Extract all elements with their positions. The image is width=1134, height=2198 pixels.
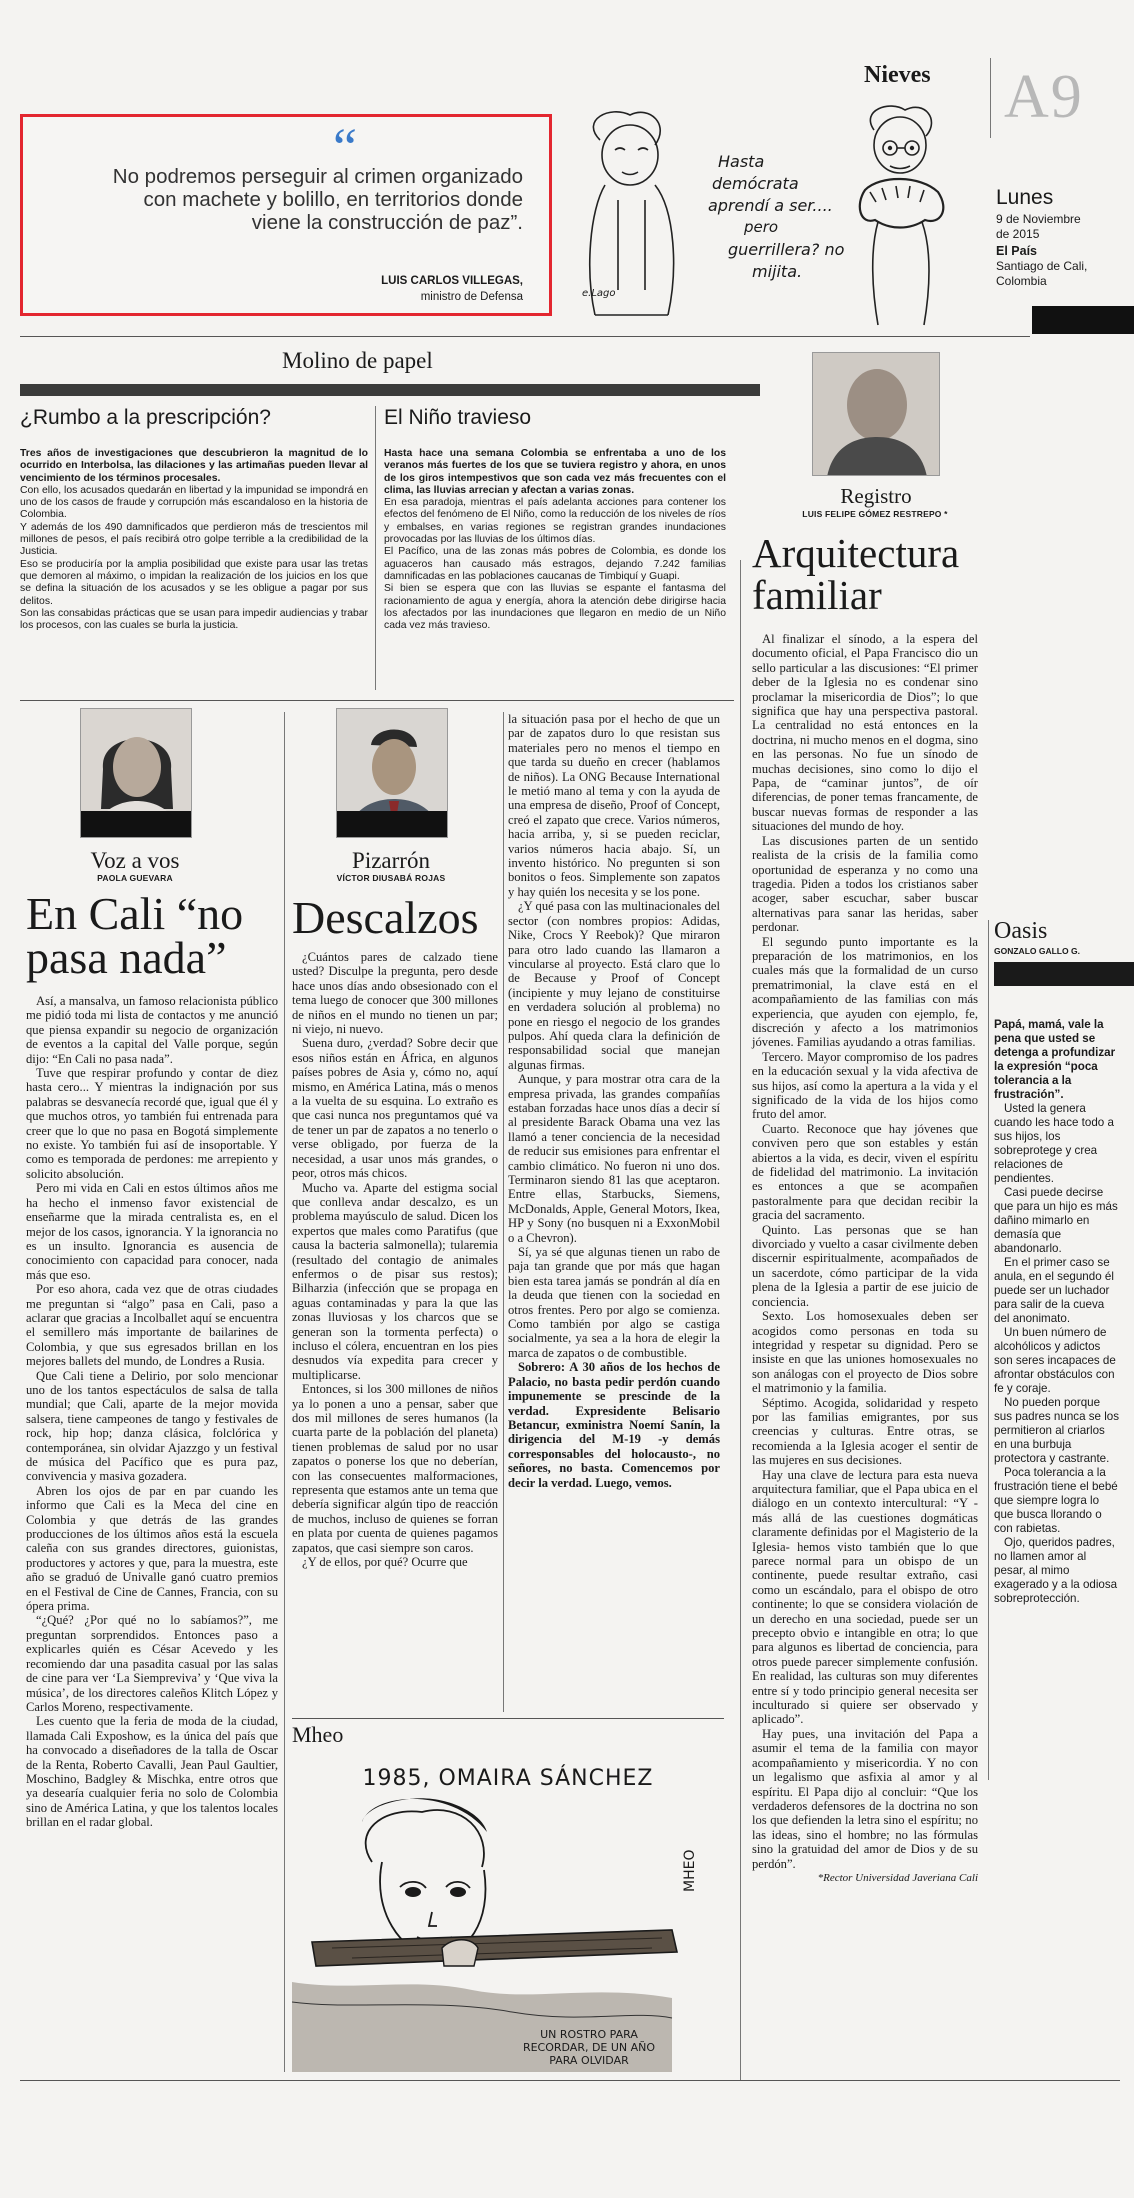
molino-left-p1: Con ello, los acusados quedarán en libertad y la impunidad se impondrá en uno de los casos de fraude y corrupción más escandaloso en la historia de Colombia. (20, 484, 368, 521)
pizarron-paragraph: Sí, ya sé que algunas tienen un rabo de paja tan grande que por más que hagan bien esta tarea jamás se pondrán al día en la deuda que tienen con la sociedad en otros frentes. Pero por algo se comienza. Como también por algo se castiga socialmente, ya sea a la hora de elegir la marca de zapatos o de combustible. (508, 1245, 720, 1360)
oasis-paragraph: No pueden porque sus padres nunca se los permitieron al criarlos en una burbuja protectora y castrante. (994, 1396, 1120, 1465)
cartoon-speech-6: mijita. (752, 262, 803, 281)
molino-right-lead: Hasta hace una semana Colombia se enfrentaba a uno de los veranos más fuertes de los que se tuviera registro y ahora, en unos de los giros intempestivos que son cada vez más frecuentes con el clima, las lluvias arrecian y afectan a varias zonas. (384, 448, 726, 496)
registro-byline: LUIS FELIPE GÓMEZ RESTREPO * (802, 509, 948, 519)
cartoon-speech-5: guerrillera? no (728, 240, 845, 259)
quote-author: LUIS CARLOS VILLEGAS, (381, 275, 523, 287)
registro-paragraph: El segundo punto importante es la preparación de los matrimonios, en los cuales más que la formalidad de un curso prematrimonial, la clave está en el acompañamiento de las familias con más experiencia, que ayuden con ejemplo, fe, discreción y afecto a los matrimonios jóvenes. Familias ayudando a otras familias. (752, 934, 978, 1050)
oasis-band (994, 962, 1134, 986)
voz-paragraph: Que Cali tiene a Delirio, por solo mencionar uno de los tantos espectáculos de salsa de talla mundial; que Cali, aparte de la mejor movida salsera, tiene campeones de tango y festivales de rock, hip hop; danza clásica, folclórica y contemporánea, sin olvidar Ajazzgo y un festival de música del Pacífico que es pura paz, convivencia y masiva gozadera. (26, 1368, 278, 1484)
mheo-caption: UN ROSTRO PARA RECORDAR, DE UN AÑO PARA OLVIDAR (522, 2028, 656, 2067)
cartoon-speech-2: demócrata (712, 174, 799, 193)
pizarron-body-b (508, 712, 720, 1490)
registro-body (752, 632, 978, 1885)
voz-author-photo (80, 708, 192, 838)
top-cartoon (560, 100, 960, 330)
registro-paragraph: Sexto. Los homosexuales deben ser acogidos como personas en toda su integridad y respetar su dignidad. Pero se insiste en que las uniones homosexuales no son análogas con el proyecto de Dios sobre el matrimonio y la familia. (752, 1309, 978, 1396)
quote-mark: “ (333, 117, 357, 177)
color-bar (1032, 306, 1134, 334)
voz-body (26, 994, 278, 1830)
molino-left-p4: Son las consabidas prácticas que se usan para impedir audiencias y trabar los procesos, con las cuales se burla la justicia. (20, 607, 368, 632)
quote-author-role: ministro de Defensa (420, 291, 523, 303)
pizarron-column-name: Pizarrón (352, 848, 430, 873)
registro-title: Arquitectura familiar (752, 530, 960, 618)
molino-left-lead: Tres años de investigaciones que descubrieron la magnitud de lo ocurrido en Interbolsa, las dilaciones y las artimañas pueden llevar al vencimiento de los términos procesales. (20, 448, 368, 484)
pizarron-paragraph: la situación pasa por el hecho de que un par de zapatos duro lo que resistan sus materiales pero no menos el tiempo en que tarda su dueño en crecer (hablamos de niños). La ONG Because International le metió mano al tema y con la ayuda de una empresa de diseño, Proof of Concept, creó el zapato que crece. Varios números, hacia arriba, y, si se pueden reciclar, varios números hacia abajo. Sí, un invento histórico. No pregunten si son bonitos o feos. Simplemente son zapatos y hay quién los necesita y se los pone. (508, 712, 720, 899)
molino-right-p1: En esa paradoja, mientras el país adelanta acciones para contener los efectos del fenómeno de El Niño, como la reducción de los niveles de ríos y embalses, en varias regiones se registran grandes inundaciones provocadas por las lluvias de los últimos días. (384, 497, 726, 546)
oasis-lead: Papá, mamá, vale la pena que usted se detenga a profundizar la expresión “poca tolerancia a la frustración”. (994, 1018, 1116, 1101)
registro-author-photo (812, 352, 940, 476)
oasis-paragraph: En el primer caso se anula, en el segundo él puede ser un luchador para salir de la cueva del anonimato. (994, 1256, 1114, 1325)
newspaper-name: El País (996, 244, 1037, 258)
mheo-cartoon-title: 1985, OMAIRA SÁNCHEZ (362, 1766, 654, 1791)
molino-title: Molino de papel (282, 348, 433, 373)
registro-paragraph: Hay pues, una invitación del Papa a asumir el tema de la familia con mayor acompañamiento y misericordia. Y no con un legalismo que asfixia al amor y al espíritu. El Papa dijo al concluir: “Que los verdaderos defensores de la doctrina no son los que defienden la letra sino el espíritu; no las ideas, sino el hombre; no las fórmulas sino la gratuidad del amor de Dios y de su perdón”. (752, 1726, 978, 1871)
page-number: A9 (1004, 63, 1084, 131)
voz-column-name: Voz a vos (90, 848, 180, 873)
oasis-body (994, 1018, 1120, 1606)
pizarron-author-photo (336, 708, 448, 838)
voz-paragraph: Así, a mansalva, un famoso relacionista público me pidió toda mi lista de contactos y me anunció que piensa expandir su negocio de organización de eventos a la capital del Valle porque, según dijo: “En Cali no pasa nada”. (26, 994, 278, 1066)
pizarron-paragraph: Entonces, si los 300 millones de niños ya lo ponen a uno a pensar, saber que dos mil millones de seres humanos (la cuarta parte de la población del planeta) tienen problemas de salud por no usar zapatos o ponerse los que no deberían, con las consecuentes malformaciones, representa que estamos ante un tema que debería significar algún tipo de reacción de muchos, incluso de quienes se forran en plata por cuenta de quienes pagamos zapatos, que casi siempre son caros. (292, 1382, 498, 1555)
mheo-cartoon (292, 1752, 724, 2072)
cartoon-drawing (560, 100, 960, 330)
quote-box (20, 114, 552, 316)
pizarron-body-a (292, 950, 498, 1569)
registro-column-name: Registro (840, 484, 912, 508)
molino-band (20, 384, 760, 396)
edition-date: 9 de Noviembre de 2015 (996, 212, 1081, 241)
mheo-signature: MHEO (682, 1849, 698, 1892)
registro-paragraph: Hay una clave de lectura para esta nueva arquitectura familiar, que el Papa ubica en el diálogo en un contexto intercultural: “Y -más allá de las cuestiones dogmáticas claramente definidas por el Magisterio de la Iglesia- hemos visto también que lo que parece normal para un obispo de un continente, puede resultar extraño, casi como un escándalo, para el obispo de otro continente; lo que se considera violación de un derecho en una sociedad, puede ser un precepto obvio e intangible en otra; lo que para algunos es libertad de conciencia, para otros puede parecer simplemente confusión. En realidad, las culturas son muy diferentes entre sí y todo principio general necesita ser inculturado si quiere ser observado y aplicado”. (752, 1467, 978, 1727)
oasis-paragraph: Poca tolerancia a la frustración tiene el bebé que siempre logra lo que busca llorando o con rabietas. (994, 1466, 1118, 1535)
oasis-paragraph: Un buen número de alcohólicos y adictos son seres incapaces de afrontar obstáculos con fe y coraje. (994, 1326, 1116, 1395)
registro-paragraph: Las discusiones parten de un sentido realista de la crisis de la familia como oportunidad de esperanza y no como una tragedia. Piden a todos los cristianos saber acoger, saber escuchar, saber buscar alternativas para sanar las heridas, saber perdonar. (752, 833, 978, 935)
voz-byline: PAOLA GUEVARA (97, 873, 173, 883)
molino-left-p3: Eso se produciría por la amplia posibilidad que existe para usar las tretas que demoren al máximo, o impidan la realización de los juicios en los que se defina la situación de los acusados y se les obligue a pagar por sus delitos. (20, 558, 368, 607)
pizarron-paragraph: Mucho va. Aparte del estigma social que conlleva andar descalzo, es un problema mayúsculo de salud. Dicen los expertos que males como Paratifus (que causa la bacteria salmonella); tularemia (resultado del contagio de animales enfermos o de pisar sus restos); Bilharzia (infección que se propaga en aguas contaminadas y para la que las zonas lluviosas y los charcos que se generan son la tormenta perfecta) o incluso el cólera, encuentran en los pies desnudos vía expedita para crecer y multiplicarse. (292, 1180, 498, 1382)
mheo-drawing (292, 1752, 724, 2072)
molino-right-body (384, 448, 726, 632)
molino-left-p2: Y además de los 490 damnificados que perdieron más de trescientos mil millones de pesos, el país recibirá otro golpe terrible a la credibilidad de la Justicia. (20, 521, 368, 558)
edition-day: Lunes (996, 186, 1054, 209)
registro-paragraph: Cuarto. Reconoce que hay jóvenes que conviven pero que son estables y están abiertos a la vida, es decir, viven el espíritu de fidelidad del matrimonio. La invitación es entonces a que se acompañen pastoralmente para que decidan recibir la gracia del sacramento. (752, 1121, 978, 1223)
voz-paragraph: Por eso ahora, cada vez que de otras ciudades me preguntan si “algo” pasa en Cali, paso a aclarar que gracias a Incolballet aquí se encuentra el semillero más importante de bailarines de Colombia, y que sus egresados brillan en los mejores ballets del mundo, de Londres a Rusia. (26, 1282, 278, 1369)
oasis-paragraph: Ojo, queridos padres, no llamen amor al pesar, al mimo exagerado y a la odiosa sobreprotección. (994, 1536, 1118, 1605)
molino-right-p2: El Pacífico, una de las zonas más pobres de Colombia, es donde los aguaceros han causado más estragos, dejando 7.242 familias damnificadas en las poblaciones caucanas de Timbiquí y Guapi. (384, 546, 726, 582)
registro-paragraph: Quinto. Las personas que se han divorciado y vuelto a casar civilmente deben discernir espiritualmente, acompañados de un sacerdote, cómo participar de la vida plena de la Iglesia a partir de ese juicio de conciencia. (752, 1222, 978, 1309)
mheo-label: Mheo (292, 1722, 344, 1747)
voz-paragraph: “¿Qué? ¿Por qué no lo sabíamos?”, me preguntan sorprendidos. Entonces paso a explicarles quién es César Acevedo y les recomiendo dar una pasadita casual por las salas de cine para ver ‘La Siempreviva’ y ‘Que viva la música’, de los directores caleños Klitch López y Carlos Moreno, respectivamente. (26, 1613, 278, 1714)
voz-paragraph: Les cuento que la feria de moda de la ciudad, llamada Cali Exposhow, es la única del país que ha convocado a diseñadores de la talla de Oscar de la Renta, Roberto Cavalli, Jean Paul Gaultier, Moschino, Badgley & Mischka, entre otros que ya desearía cualquier feria no solo de Colombia sino de América Latina, y que los talentos locales brillan en el radar global. (26, 1714, 278, 1830)
pizarron-title: Descalzos (292, 892, 479, 943)
voz-title: En Cali “no pasa nada” (26, 888, 244, 983)
voz-paragraph: Pero mi vida en Cali en estos últimos años me ha hecho el inmenso favor existencial de enseñarme que la mirada centralista es, en el mejor de los casos, ignorancia. Y la ignorancia no es un insulto. Ignorancia es ausencia de conocimiento con capacidad para conocer, nada más que eso. (26, 1181, 278, 1282)
registro-paragraph: Tercero. Mayor compromiso de los padres en la educación sexual y la vida afectiva de sus hijos, así como la apertura a la vida y el significado de la vida de los hijos como fruto del amor. (752, 1049, 978, 1122)
oasis-paragraph: Usted la genera cuando les hace todo a sus hijos, los sobreprotege y crea relaciones de pendientes. (994, 1102, 1114, 1185)
pizarron-closing-note: Sobrero: A 30 años de los hechos de Palacio, no basta pedir perdón cuando impunemente se prescinde de la verdad. Expresidente Belisario Betancur, exministra Noemí Sanín, la dirigencia del M-19 -y demás corresponsables del holocausto-, no señores, no basta. Comencemos por decir la verdad. Luego, vemos. (508, 1360, 720, 1490)
registro-paragraph: Séptimo. Acogida, solidaridad y respeto por las familias emigrantes, por sus creencias y culturas. Entre otras, se recomienda a la Iglesia acoger el sentir de las mujeres en sus decisiones. (752, 1395, 978, 1468)
pizarron-paragraph: Aunque, y para mostrar otra cara de la empresa privada, las grandes compañías estaban forzadas hace unos días a decir sí al presidente Barack Obama una vez las llamó a tener conciencia de la necesidad de reducir sus emisiones para enfrentar el cambio climático. No fueron ni uno dos. Terminaron siendo 81 las que aceptaron. Entre ellas, Starbucks, Siemens, McDonalds, Apple, General Motors, Ikea, HP y Sony (no busquen ni a ExxonMobil o a Chevron). (508, 1072, 720, 1245)
oasis-byline: GONZALO GALLO G. (994, 946, 1080, 956)
voz-paragraph: Tuve que respirar profundo y contar de diez hasta cero... Y mientras la indignación por sus palabras se desvanecía recordé que, igual que él y que muchos otros, yo también fui entrenada para creer que lo que no pasa en Bogotá simplemente no existe. Yo también fui así de insoportable. Y como es temporada de perdones: me arrepiento y solicito absolución. (26, 1066, 278, 1181)
page-section-label: Nieves (864, 62, 931, 88)
edition-place: Santiago de Cali, Colombia (996, 259, 1088, 288)
oasis-column-name: Oasis (994, 918, 1048, 944)
molino-right-head: El Niño travieso (384, 406, 532, 429)
molino-left-body (20, 448, 368, 632)
quote-text: No podremos perseguir al crimen organizado con machete y bolillo, en territorios donde viene la construcción de paz”. (112, 165, 523, 234)
pizarron-paragraph: ¿Y de ellos, por qué? Ocurre que (302, 1555, 468, 1570)
voz-paragraph: Abren los ojos de par en par cuando les informo que Cali es la Meca del cine en Colombia y que detrás de las grandes producciones de los últimos años está la escuela caleña con sus grandes directores, guionistas, productores y actores y que, para la muestra, este año se graduó de Univalle ganó cuatro premios en el Festival de Cine de Cannes, Francia, con su ópera prima. (26, 1483, 278, 1614)
registro-paragraph: Al finalizar el sínodo, a la espera del documento oficial, el Papa Francisco dio un sello particular a las discusiones: “El primer deber de la Iglesia no es condenar sino proclamar la misericordia de Dios”; lo que significa que hay una perspectiva pastoral. La centralidad no está entonces en la doctrina, ni mucho menos en el dogma, sino en las personas. No fue un sínodo de muchas decisiones, sino como lo dijo el Papa, de “caminar juntos”, de oír diferencias, de poner temas francamente, de buscar nuevas formas de responder a las situaciones del mundo de hoy. (752, 632, 978, 834)
cartoon-speech-4: pero (744, 218, 779, 236)
pizarron-paragraph: ¿Y qué pasa con las multinacionales del sector (con nombres propios: Adidas, Nike, Crocs Y Reebok)? Que miraron para otro lado cuando las llamaron a vincularse al proyecto. Está claro que lo de Because y Proof of Concept (incipiente y muy lejano de constituirse en verdadera solución al problema) no pone en riesgo el negocio de los grandes pulpos. Ahí queda clara la definición de responsabilidad social que manejan algunas firmas. (508, 899, 720, 1072)
pizarron-paragraph: ¿Cuántos pares de calzado tiene usted? Disculpe la pregunta, pero desde hace unos días ando obsesionado con el tema luego de conocer que 300 millones de niños en el mundo no tienen un par; ni viejo, ni nuevo. (292, 950, 498, 1037)
pizarron-paragraph: Suena duro, ¿verdad? Sobre decir que esos niños están en África, en algunos países pobres de Asia y, cómo no, aquí mismo, en América Latina, más o menos a la vuelta de su esquina. Lo extraño es que casi nunca nos preguntamos qué va de tener un par de zapatos a no tenerlo o verse obligado, por fuerza de la necesidad, a usar unos más grandes, o peor, otros más chicos. (292, 1036, 498, 1181)
molino-left-head: ¿Rumbo a la prescripción? (20, 406, 271, 429)
oasis-paragraph: Casi puede decirse que para un hijo es más dañino mimarlo en demasía que abandonarlo. (994, 1186, 1118, 1255)
cartoon-speech-3: aprendí a ser.... (708, 196, 833, 215)
cartoon-signature: e.Lago (582, 288, 616, 299)
pizarron-byline: VÍCTOR DIUSABÁ ROJAS (336, 873, 446, 883)
cartoon-speech-1: Hasta (718, 152, 765, 171)
molino-right-p3: Si bien se espera que con las lluvias se espante el fantasma del racionamiento de agua y energía, ahora la atención debe dirigirse hacia los afectados por las inundaciones que llegaron en medio de un Niño cada vez más travieso. (384, 583, 726, 632)
registro-footnote: *Rector Universidad Javeriana Cali (817, 1871, 978, 1884)
